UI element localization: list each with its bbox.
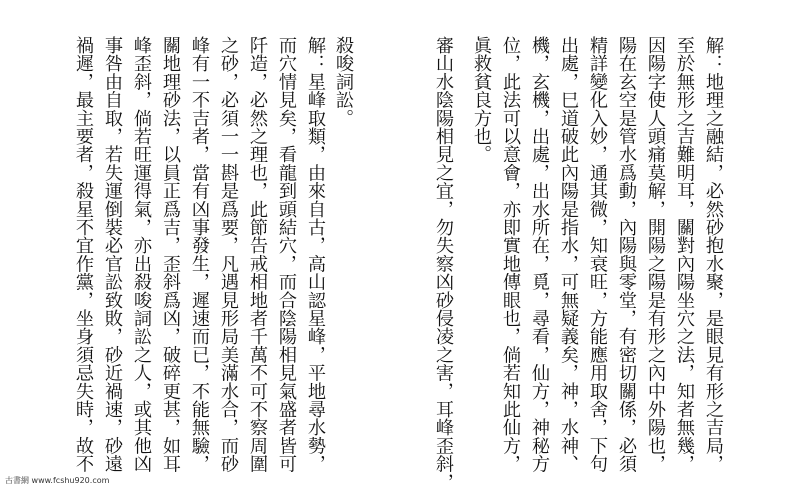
section-title: 殺唆詞訟。 (333, 36, 354, 127)
text-column: 眞救貧良方也。 (471, 36, 492, 164)
text-column: 解：星峰取類，由來自古，高山認星峰，平地尋水勢， (305, 36, 326, 473)
text-column: 阡造，必然之理也，此節告戒相地者千萬不可不察周圍 (247, 36, 268, 473)
text-column: 出處，巳道破此內陽是指水，可無疑義矣，神，水神、 (558, 36, 579, 473)
text-column: 因陽字使人頭痛莫解，開陽之陽是有形之內中外陽也， (645, 36, 666, 473)
text-column: 精詳變化入妙，通其微，知衰旺，方能應用取舍，下句 (587, 36, 608, 473)
text-column: 至於無形之吉難明耳，關對內陽坐穴之法，知者無幾， (674, 36, 695, 473)
text-column: 禍遲，最主要者，殺星不宜作黨，坐身須忌失時，故不 (73, 36, 94, 473)
text-column: 位，此法可以意會，亦即實地傳眼也，倘若知此仙方， (500, 36, 521, 473)
text-column: 而穴情見矣，看龍到頭結穴，而合陰陽相見氣盛者皆可 (276, 36, 297, 473)
text-column: 之砂，必須一一斟是爲要，凡遇見形局美滿水合，而砂 (218, 36, 239, 473)
text-column: 解：地理之融結，必然砂抱水聚，是眼見有形之吉局， (703, 36, 724, 473)
text-column: 機，玄機，出處，出水所在，覓，尋看，仙方，神秘方 (529, 36, 550, 473)
text-column: 峰歪斜，倘若旺運得氣，亦出殺唆詞訟之人，或其他凶 (131, 36, 152, 473)
footer-watermark: 古書網 www.fcshu920.com (5, 476, 110, 485)
text-column: 關地理砂法，以員正爲吉，歪斜爲凶，破碎更甚，如耳 (160, 36, 181, 473)
text-column: 峰有一不吉者，當有凶事發生，遲速而已，不能無驗， (189, 36, 210, 473)
text-column: 事咎由自取，若失運倒裝必官訟致敗，砂近禍速，砂遠 (102, 36, 123, 473)
text-column: 審山水陰陽相見之宜，勿失察凶砂侵凌之害，耳峰歪斜， (433, 36, 454, 491)
text-column: 陽在玄空是管水爲動，內陽與零堂，有密切關係，必須 (616, 36, 637, 473)
